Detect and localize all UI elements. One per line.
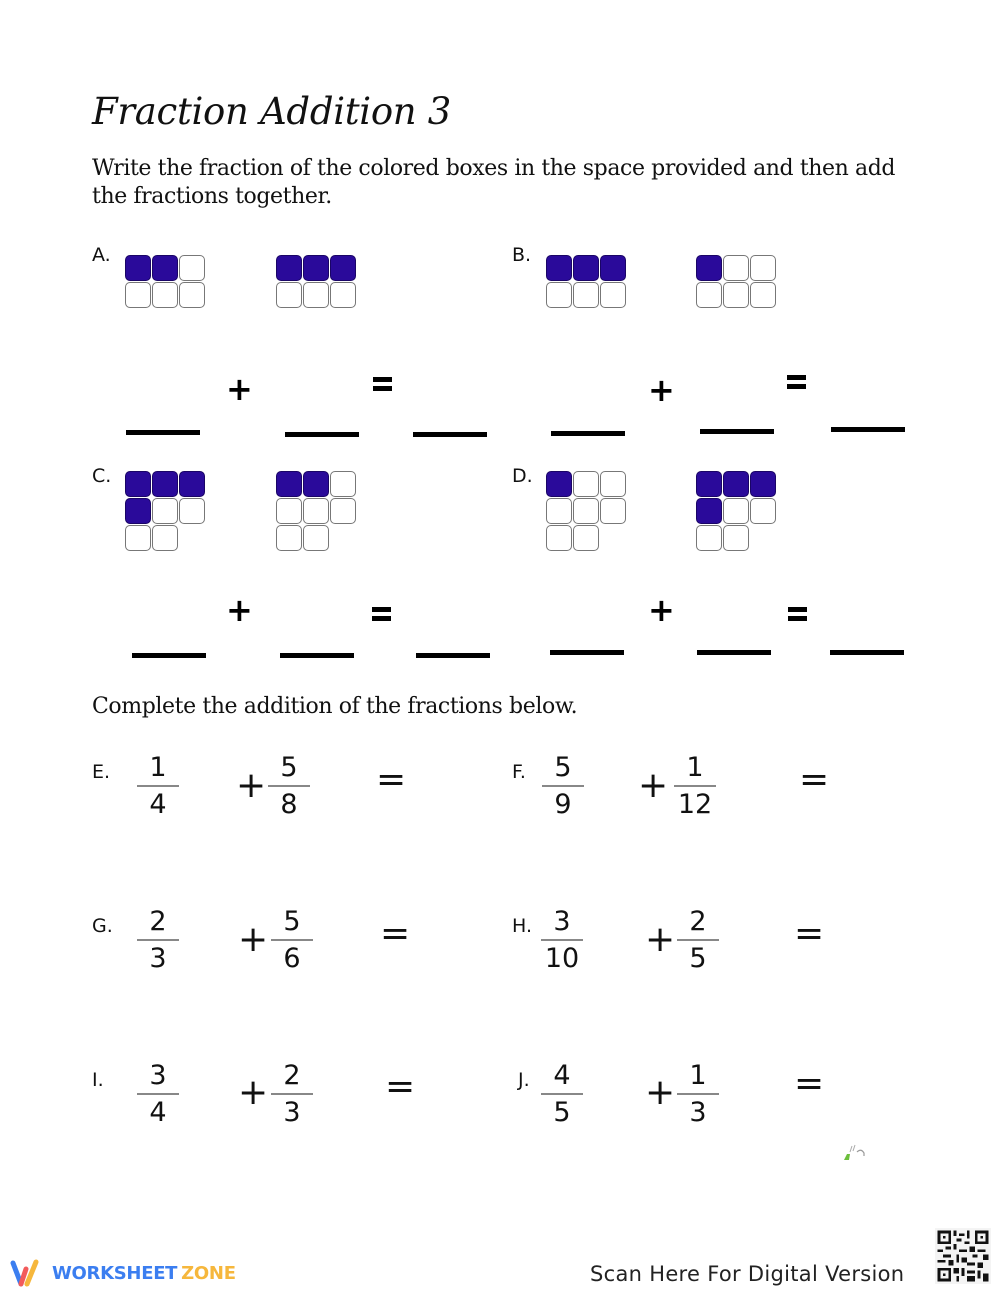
- equals-sign-b: [787, 375, 806, 389]
- denominator: 4: [149, 1096, 167, 1128]
- plus-sign-c: +: [226, 591, 253, 629]
- numerator: 4: [553, 1060, 571, 1091]
- empty-box: [723, 282, 749, 308]
- filled-box: [152, 255, 178, 281]
- logo-mark-icon: [10, 1258, 46, 1288]
- plus-sign-d: +: [648, 591, 675, 629]
- equals-sign-f: =: [799, 759, 830, 800]
- scan-prompt-text: Scan Here For Digital Version: [590, 1262, 905, 1286]
- empty-box: [750, 282, 776, 308]
- empty-box: [600, 282, 626, 308]
- filled-box: [573, 255, 599, 281]
- equals-sign-c: [372, 607, 391, 621]
- numerator: 5: [554, 752, 572, 783]
- denominator: 6: [283, 942, 301, 974]
- fraction-h-first: [541, 907, 583, 974]
- empty-box: [152, 282, 178, 308]
- numerator: 2: [149, 906, 167, 937]
- fraction-i-first: [137, 1061, 179, 1128]
- empty-box: [723, 255, 749, 281]
- fraction-bar: [542, 785, 584, 787]
- denominator: 5: [689, 942, 707, 974]
- empty-box: [573, 282, 599, 308]
- denominator: 5: [553, 1096, 571, 1128]
- numerator: 1: [149, 752, 167, 783]
- empty-box: [723, 498, 749, 524]
- denominator: 8: [280, 788, 298, 820]
- fraction-bar: [541, 1093, 583, 1095]
- numerator: 2: [283, 1060, 301, 1091]
- equals-sign-a: [373, 377, 392, 391]
- filled-box: [546, 471, 572, 497]
- empty-box: [573, 471, 599, 497]
- fraction-bar: [677, 1093, 719, 1095]
- empty-box: [750, 255, 776, 281]
- filled-box: [723, 471, 749, 497]
- filled-box: [330, 255, 356, 281]
- brand-word-worksheet: WORKSHEET: [52, 1262, 178, 1284]
- equals-sign-h: =: [794, 913, 825, 954]
- empty-box: [179, 282, 205, 308]
- answer-blank-a-sum[interactable]: [413, 432, 487, 437]
- filled-box: [546, 255, 572, 281]
- fraction-bar: [137, 939, 179, 941]
- answer-blank-c-sum[interactable]: [416, 653, 490, 658]
- empty-box: [330, 498, 356, 524]
- plus-sign-e: +: [236, 765, 267, 806]
- empty-box: [179, 255, 205, 281]
- filled-box: [696, 255, 722, 281]
- answer-blank-b-sum[interactable]: [831, 427, 905, 432]
- plus-sign-g: +: [238, 919, 269, 960]
- filled-box: [125, 255, 151, 281]
- denominator: 3: [283, 1096, 301, 1128]
- denominator: 4: [149, 788, 167, 820]
- numerator: 3: [149, 1060, 167, 1091]
- numerator: 1: [689, 1060, 707, 1091]
- filled-box: [125, 498, 151, 524]
- plus-sign-f: +: [638, 765, 669, 806]
- fraction-g-second: [271, 907, 313, 974]
- plus-sign-h: +: [645, 919, 676, 960]
- stray-mark-icon: [842, 1142, 872, 1166]
- fraction-j-first: [541, 1061, 583, 1128]
- denominator: 10: [544, 942, 580, 974]
- fraction-f-second: [674, 753, 716, 820]
- equals-sign-j: =: [794, 1063, 825, 1104]
- problem-label-d: D.: [512, 465, 533, 487]
- filled-box: [276, 471, 302, 497]
- fraction-g-first: [137, 907, 179, 974]
- filled-box: [696, 471, 722, 497]
- fraction-bar: [268, 785, 310, 787]
- worksheet-zone-logo[interactable]: [10, 1258, 236, 1288]
- problem-label-h: H.: [512, 915, 532, 937]
- plus-sign-a: +: [226, 370, 253, 408]
- empty-box: [276, 498, 302, 524]
- qr-code-icon[interactable]: [935, 1228, 991, 1284]
- numerator: 1: [686, 752, 704, 783]
- empty-box: [573, 525, 599, 551]
- answer-blank-b1[interactable]: [551, 431, 625, 436]
- empty-box: [125, 525, 151, 551]
- fraction-e-first: [137, 753, 179, 820]
- empty-box: [600, 498, 626, 524]
- instructions-text: Write the fraction of the colored boxes in the space provided and then add the fractions together.: [92, 156, 896, 209]
- filled-box: [152, 471, 178, 497]
- empty-box: [276, 525, 302, 551]
- numerator: 5: [283, 906, 301, 937]
- empty-box: [125, 282, 151, 308]
- page-title: Fraction Addition 3: [92, 90, 452, 133]
- equals-sign-g: =: [380, 913, 411, 954]
- empty-box: [276, 282, 302, 308]
- answer-blank-c2[interactable]: [280, 653, 354, 658]
- numerator: 3: [553, 906, 571, 937]
- problem-label-e: E.: [92, 761, 111, 783]
- fraction-f-first: [542, 753, 584, 820]
- section2-instructions: Complete the addition of the fractions below.: [92, 694, 578, 719]
- answer-blank-d-sum[interactable]: [830, 650, 904, 655]
- filled-box: [600, 255, 626, 281]
- empty-box: [696, 525, 722, 551]
- fraction-i-second: [271, 1061, 313, 1128]
- answer-blank-b2[interactable]: [700, 429, 774, 434]
- problem-label-c: C.: [92, 465, 112, 487]
- numerator: 2: [689, 906, 707, 937]
- denominator: 3: [149, 942, 167, 974]
- denominator: 9: [554, 788, 572, 820]
- fraction-bar: [271, 1093, 313, 1095]
- equals-sign-d: [788, 607, 807, 621]
- fraction-j-second: [677, 1061, 719, 1128]
- fraction-bar: [137, 1093, 179, 1095]
- plus-sign-i: +: [238, 1072, 269, 1113]
- empty-box: [179, 498, 205, 524]
- filled-box: [276, 255, 302, 281]
- empty-box: [152, 525, 178, 551]
- answer-blank-a1[interactable]: [126, 430, 200, 435]
- denominator: 3: [689, 1096, 707, 1128]
- problem-label-b: B.: [512, 244, 532, 266]
- empty-box: [696, 282, 722, 308]
- plus-sign-j: +: [645, 1072, 676, 1113]
- filled-box: [125, 471, 151, 497]
- problem-label-a: A.: [92, 244, 111, 266]
- denominator: 12: [677, 788, 713, 820]
- empty-box: [600, 471, 626, 497]
- empty-box: [303, 282, 329, 308]
- empty-box: [546, 498, 572, 524]
- fraction-bar: [271, 939, 313, 941]
- empty-box: [750, 498, 776, 524]
- fraction-bar: [137, 785, 179, 787]
- filled-box: [179, 471, 205, 497]
- empty-box: [546, 282, 572, 308]
- fraction-h-second: [677, 907, 719, 974]
- equals-sign-i: =: [385, 1066, 416, 1107]
- problem-label-f: F.: [512, 761, 526, 783]
- empty-box: [546, 525, 572, 551]
- problem-label-i: I.: [92, 1069, 104, 1091]
- numerator: 5: [280, 752, 298, 783]
- answer-blank-a2[interactable]: [285, 432, 359, 437]
- fraction-bar: [541, 939, 583, 941]
- plus-sign-b: +: [648, 371, 675, 409]
- fraction-bar: [677, 939, 719, 941]
- filled-box: [696, 498, 722, 524]
- answer-blank-d1[interactable]: [550, 650, 624, 655]
- fraction-e-second: [268, 753, 310, 820]
- filled-box: [303, 255, 329, 281]
- empty-box: [723, 525, 749, 551]
- empty-box: [152, 498, 178, 524]
- empty-box: [303, 525, 329, 551]
- filled-box: [750, 471, 776, 497]
- empty-box: [330, 471, 356, 497]
- empty-box: [330, 282, 356, 308]
- answer-blank-c1[interactable]: [132, 653, 206, 658]
- filled-box: [303, 471, 329, 497]
- brand-word-zone: ZONE: [181, 1262, 236, 1284]
- empty-box: [573, 498, 599, 524]
- problem-label-g: G.: [92, 915, 113, 937]
- equals-sign-e: =: [376, 759, 407, 800]
- problem-label-j: J.: [518, 1069, 530, 1091]
- empty-box: [303, 498, 329, 524]
- fraction-bar: [674, 785, 716, 787]
- brand-name: [52, 1263, 236, 1284]
- answer-blank-d2[interactable]: [697, 650, 771, 655]
